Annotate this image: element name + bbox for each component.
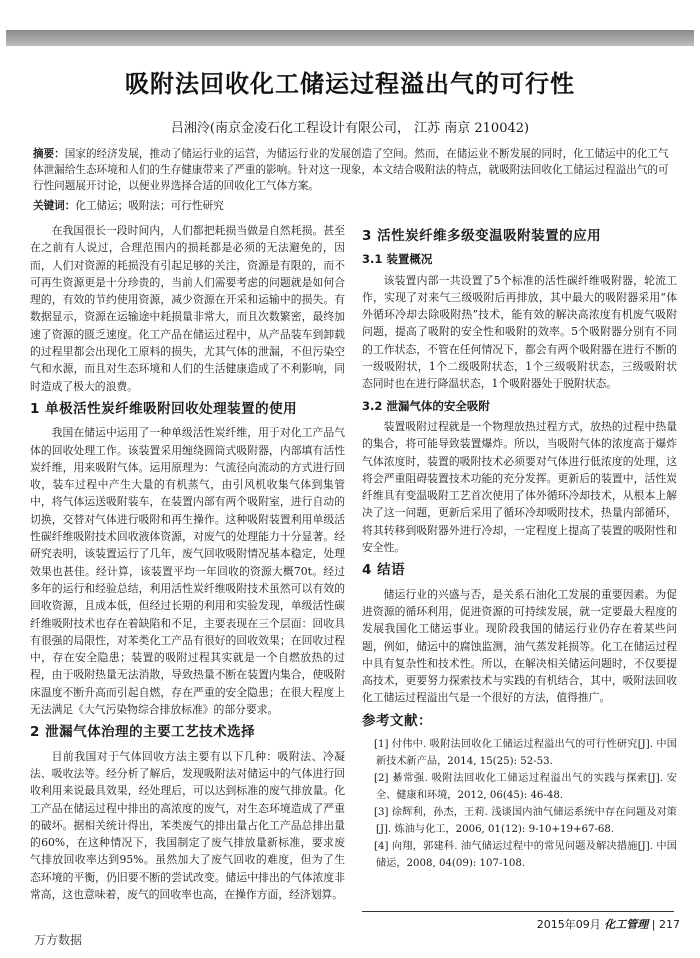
section-1-text: 我国在储运中运用了一种单级活性炭纤维，用于对化工产品气体的回收处理工作。该装置采用缠绕圆筒式吸附器，内部填有活性炭纤维，用来吸附气体。运用原理为：气流径向流动的方式进行回收，装车过程中产生大量的有机蒸气，由引风机收集气体到集管中，将气体运送吸附装车，在装置内部有两个吸附室，进行自动的切换，交替对气体进行吸附和再生操作。这种吸附装置利用单级活性碳纤维吸附技术回收液体资源，对废气的处理能力十分显著。经研究表明，该装置运行了几年，废气回收吸附情况基本稳定，处理效果也甚佳。经计算，该装置平均一年回收的资源大概70t。经过多年的运行和经验总结，利用活性炭纤维吸附技术虽然可以有效的回收资源，且成本低，但经过长期的利用和实验发现，单级活性碳纤维吸附技术也存在着缺陷和不足，主要表现在三个层面：回收具有很强的局限性，对苯类化工产品有很好的回收效果；在回收过程中，存在安全隐患；装置的吸附过程其实就是一个自燃放热的过程，由于吸附热量无法消散，导致热量不断在装置内集合，使吸附床温度不断升高而引起自燃，存在严重的安全隐患；在很大程度上无法满足《大气污染物综合排放标准》的部分要求。 (30, 426, 345, 717)
issue-date: 2015年09月 (536, 918, 601, 931)
page-number: 217 (659, 918, 680, 931)
separator: | (651, 918, 656, 931)
keywords-label: 关键词： (33, 200, 76, 212)
section-2-heading: 2 泄漏气体治理的主要工艺技术选择 (30, 724, 256, 741)
section-2-text: 目前我国对于气体回收方法主要有以下几种：吸附法、冷凝法、吸收法等。经分析了解后，发现吸附法对储运中的气体进行回收利用来说最具效果，经处理后，可以达到标准的废气排放量。化工产品在储运过程中排出的高浓度的废气，对生态环境造成了严重的破坏。据相关统计得出，苯类废气的排出量占化工产品总排出量的60%，在这种情况下，我国制定了废气排放量新标准，要求废气排放回收率达到95%。虽然加大了废气回收的难度，但为了生态环境的平衡，仍旧要不断的尝试改变。储运中排出的气体浓度非常高，这也意味着，废气的回收率也高，在操作方面，经济划算。 (30, 749, 345, 901)
author-affiliation: 吕湘泠(南京金凌石化工程设计有限公司， 江苏 南京 210042) (170, 121, 530, 136)
reference-item: [1] 付伟中. 吸附法回收化工储运过程溢出气的可行性研究[J]. 中国新技术新产品，2014, 15(25): 52-53. (374, 739, 677, 768)
intro-paragraph: 在我国很长一段时间内，人们都把耗损当做是自然耗损。甚至在之前有人说过，合理范围内的损耗都是必须的无法避免的，因而，人们对资源的耗损没有引起足够的关注，资源是有限的，而不可再生资源更是十分珍贵的，当前人们需要考虑的问题就是如何合理的，有效的节约使用资源，减少资源在开采和运输中的损失。有数据显示，资源在运输途中耗损量非常大，而且次数繁密，最终加速了资源的匮乏速度。化工产品在储运过程中，从产品装车到卸载的过程里都会出现化工原料的损失，尤其气体的泄漏，不但污染空气和水源，而且对生态环境和人们的生活健康造成了不利影响，同时造成了极大的浪费。 (30, 224, 345, 393)
source-watermark: 万方数据 (34, 933, 83, 947)
section-3-heading: 3 活性炭纤维多级变温吸附装置的应用 (362, 228, 602, 244)
reference-item: [4] 向翔，郭建科. 油气储运过程中的常见问题及解决措施[J]. 中国储运，2008, 04(09): 107-108. (374, 841, 677, 870)
abstract-label: 摘要： (33, 148, 65, 160)
footer-info (480, 916, 680, 932)
section-3-2-text: 装置吸附过程就是一个物理放热过程方式，放热的过程中热量的集合，将可能导致装置爆炸。所以，当吸附气体的浓度高于爆炸气体浓度时，装置的吸附技术必须要对气体进行低浓度的处理，这将会严重阻碍装置技术功能的充分发挥。更新后的装置中，活性炭纤维具有变温吸附工艺首次使用了体外循环冷却技术，从根本上解决了这一问题，更新后采用了循环冷却吸附技术，热量内部循环，将其转移到吸附器外进行冷却，一定程度上提高了装置的吸附性和安全性。 (362, 419, 677, 555)
references-heading: 参考文献： (362, 712, 432, 729)
section-3-2-heading: 3.2 泄漏气体的安全吸附 (362, 398, 490, 413)
section-3-1-text: 该装置内部一共设置了5个标准的活性碳纤维吸附器，轮流工作，实现了对来气三级吸附后再排放，其中最大的吸附器采用“体外循环冷却去除吸附热”技术，能有效的解决高浓度有机废气吸附问题，提高了吸附的安全性和吸附的效率。5个吸附器分别有不同的工作状态，不管在任何情况下，都会有两个吸附器在进行不断的一级吸附状，1个二级吸附状态，1个三级吸附状态，三级吸附状态同时也在进行降温状态，1个吸附器处于脱附状态。 (362, 273, 677, 391)
magazine-name: 化工管理 (604, 918, 649, 931)
section-1-heading: 1 单极活性炭纤维吸附回收处理装置的使用 (30, 400, 298, 417)
reference-item: [3] 徐辉利，孙杰，王莉. 浅谈国内油气储运系统中存在问题及对策[J]. 炼油与化工，2006, 01(12): 9-10+19+67-68. (374, 807, 677, 836)
article-title: 吸附法回收化工储运过程溢出气的可行性 (125, 70, 575, 98)
section-3-1-heading: 3.1 装置概况 (362, 252, 433, 267)
header-bar (6, 30, 694, 46)
reference-item: [2] 綦常强. 吸附法回收化工储运过程溢出气的实践与探索[J]. 安全、健康和环境，2012, 06(45): 46-48. (374, 773, 677, 802)
abstract-text: 国家的经济发展，推动了储运行业的运营，为储运行业的发展创造了空间。然而，在储运业不断发展的同时，化工储运中的化工气体泄漏给生态环境和人们的生存健康带来了严重的影响。针对这一现象，本文结合吸附法的特点，就吸附法回收化工储运过程溢出气的可行性问题展开讨论，以便业界选择合适的回收化工气体方案。 (33, 148, 669, 192)
abstract (33, 146, 673, 194)
section-4-heading: 4 结语 (362, 562, 406, 579)
left-column (30, 222, 345, 903)
keywords-text: 化工储运；吸附法；可行性研究 (75, 200, 224, 212)
right-column (362, 222, 677, 872)
keywords (33, 198, 673, 213)
footer-rule (362, 911, 674, 912)
section-4-text: 储运行业的兴盛与否，是关系石油化工发展的重要因素。为促进资源的循环利用，促进资源的可持续发展，就一定要最大程度的发展我国化工储运事业。现阶段我国的储运行业仍存在着某些问题，例如，储运中的腐蚀监测，油气蒸发耗损等。化工在储运过程中具有复杂性和技术性。所以，在解决相关储运问题时，不仅要提高技术，更要努力探索技术与实践的有机结合，其中，吸附法回收化工储运过程溢出气是一个很好的方法，值得推广。 (362, 587, 677, 705)
